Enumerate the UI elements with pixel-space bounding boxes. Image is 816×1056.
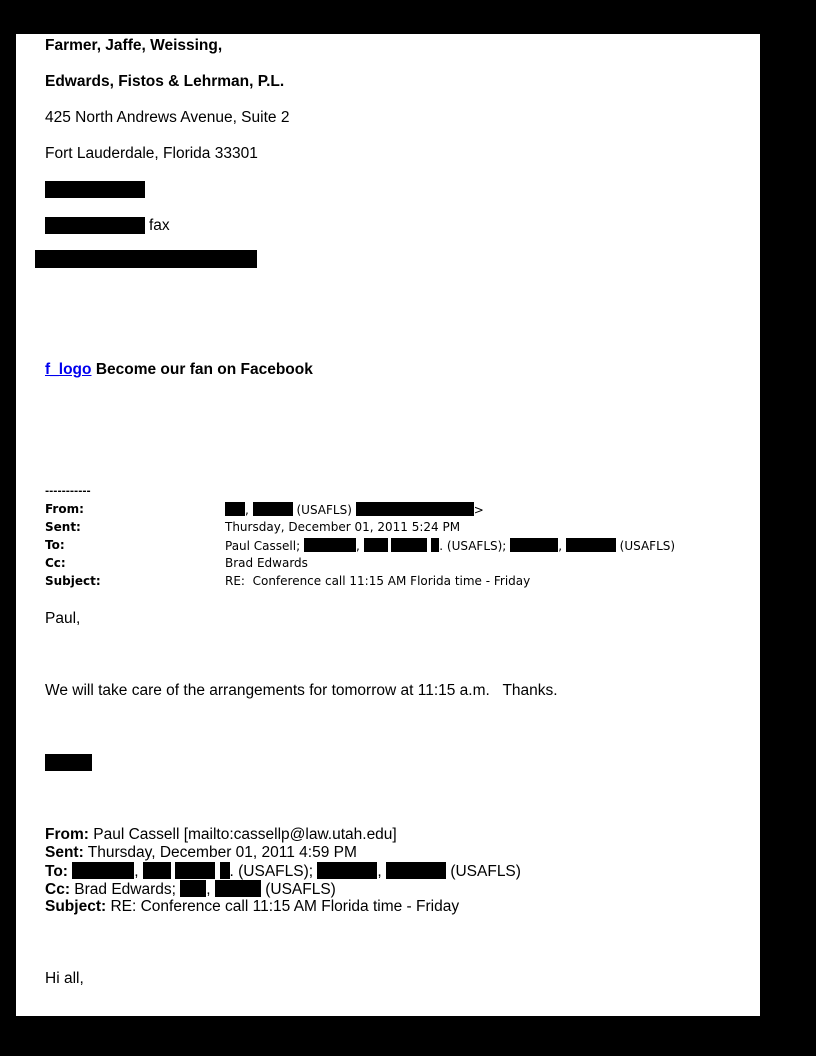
redacted-name bbox=[304, 538, 356, 552]
reply-from-value: , (USAFLS) > bbox=[225, 502, 484, 517]
redacted-name bbox=[566, 538, 616, 552]
orig-cc-value: Brad Edwards; bbox=[74, 881, 176, 898]
orig-sent-line bbox=[45, 844, 357, 862]
reply-sent-value: Thursday, December 01, 2011 5:24 PM bbox=[225, 520, 461, 534]
redacted-name bbox=[364, 538, 388, 552]
firm-name-line1: Farmer, Jaffe, Weissing, bbox=[45, 37, 223, 54]
facebook-logo-link[interactable]: f_logo bbox=[45, 361, 92, 378]
orig-to-line: To: , . (USAFLS); , (USAFLS) bbox=[45, 863, 521, 880]
orig-sent-label: Sent: bbox=[45, 844, 84, 861]
firm-address-line2: Fort Lauderdale, Florida 33301 bbox=[45, 145, 258, 162]
redacted-name bbox=[180, 880, 206, 897]
orig-subject-label: Subject: bbox=[45, 898, 107, 915]
firm-address-line1: 425 North Andrews Avenue, Suite 2 bbox=[45, 109, 290, 126]
reply-to-label: To: bbox=[45, 538, 65, 552]
redacted-initial bbox=[220, 862, 230, 879]
redacted-name bbox=[317, 862, 377, 879]
reply-subject-label: Subject: bbox=[45, 574, 101, 588]
reply-cc-label: Cc: bbox=[45, 556, 66, 570]
reply-to-value: Paul Cassell; , . (USAFLS); , (USAFLS) bbox=[225, 539, 676, 553]
redacted-name bbox=[72, 862, 134, 879]
reply-greeting: Paul, bbox=[45, 610, 81, 627]
redacted-name bbox=[391, 538, 427, 552]
orig-from-label: From: bbox=[45, 826, 89, 843]
redacted-signature bbox=[45, 754, 92, 771]
orig-subject-value: RE: Conference call 11:15 AM Florida time - Friday bbox=[110, 898, 460, 915]
redacted-name bbox=[143, 862, 171, 879]
facebook-text: Become our fan on Facebook bbox=[95, 361, 313, 378]
reply-from-label: From: bbox=[45, 502, 84, 516]
redacted-name bbox=[175, 862, 215, 879]
orig-cc-line: Cc: Brad Edwards; , (USAFLS) bbox=[45, 881, 336, 898]
orig-from-value: Paul Cassell [mailto:cassellp@law.utah.edu] bbox=[93, 826, 397, 843]
firm-name-line2: Edwards, Fistos & Lehrman, P.L. bbox=[45, 73, 285, 90]
orig-greeting: Hi all, bbox=[45, 970, 84, 987]
facebook-line bbox=[45, 361, 313, 379]
orig-cc-label: Cc: bbox=[45, 881, 70, 898]
fax-label: fax bbox=[149, 217, 170, 234]
orig-sent-value: Thursday, December 01, 2011 4:59 PM bbox=[87, 844, 357, 861]
redacted-name bbox=[253, 502, 293, 516]
redacted-email bbox=[356, 502, 474, 516]
orig-subject-line bbox=[45, 898, 459, 916]
reply-sent-label: Sent: bbox=[45, 520, 81, 534]
redacted-name bbox=[510, 538, 558, 552]
reply-subject-value: RE: Conference call 11:15 AM Florida time - Friday bbox=[225, 574, 531, 588]
redacted-name bbox=[386, 862, 446, 879]
header-divider: ----------- bbox=[45, 486, 91, 497]
redacted-name bbox=[215, 880, 261, 897]
redacted-email bbox=[35, 250, 257, 268]
reply-cc-value: Brad Edwards bbox=[225, 556, 308, 570]
redacted-name bbox=[225, 502, 245, 516]
redacted-fax bbox=[45, 217, 145, 234]
redacted-phone bbox=[45, 181, 145, 198]
reply-message: We will take care of the arrangements for tomorrow at 11:15 a.m. Thanks. bbox=[45, 682, 558, 699]
orig-from-line bbox=[45, 826, 397, 844]
orig-to-label: To: bbox=[45, 863, 68, 880]
